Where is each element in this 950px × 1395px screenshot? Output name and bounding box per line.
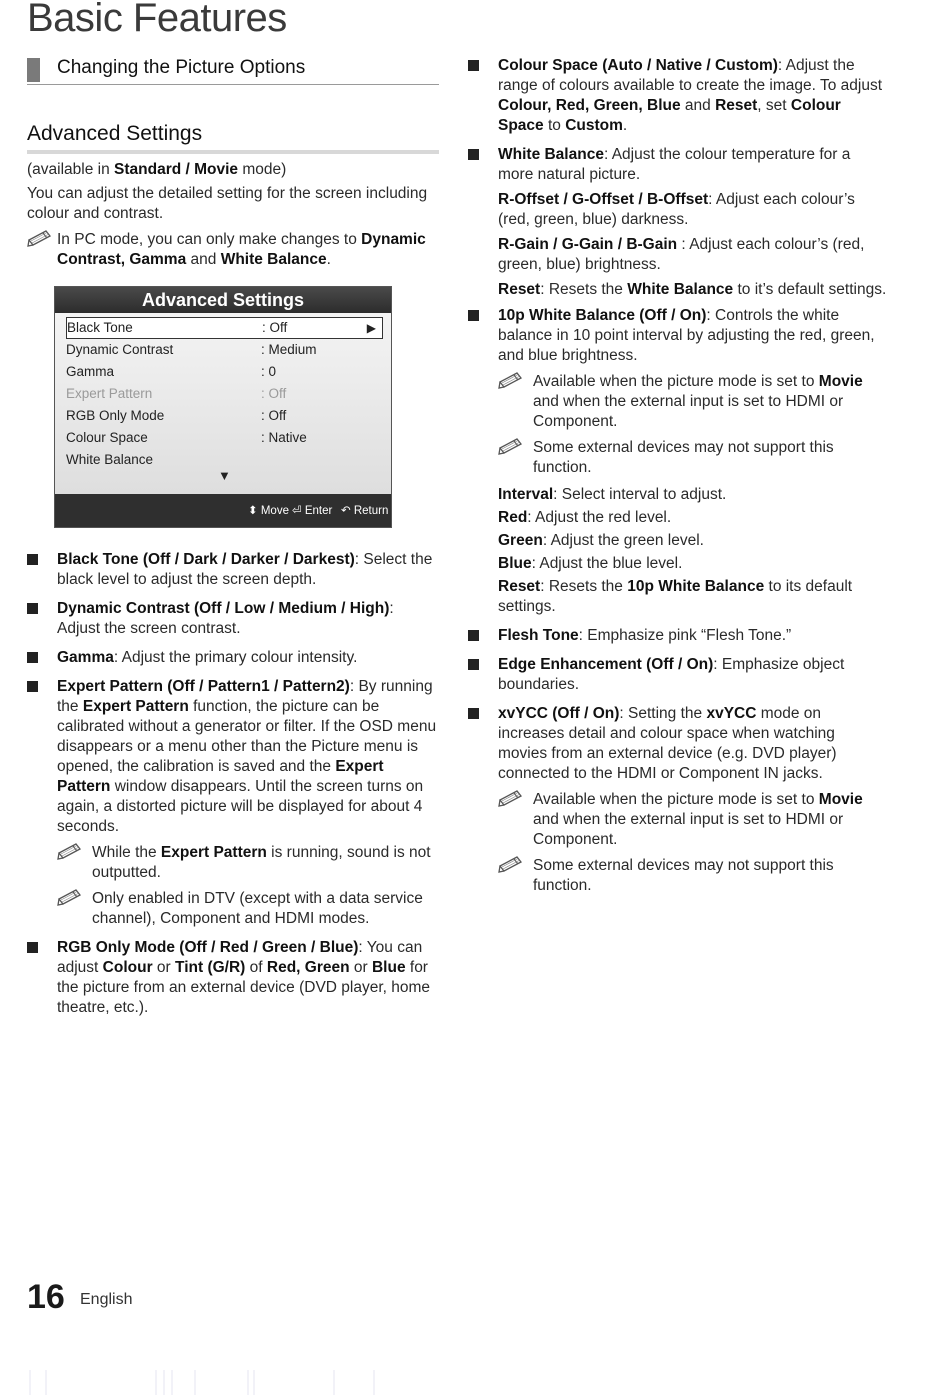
left-column	[27, 56, 439, 1018]
section-bar	[27, 58, 40, 82]
osd-row-label: Colour Space	[66, 430, 148, 445]
bullet-square-icon	[27, 603, 38, 614]
list-item-expert-pattern: Expert Pattern (Off / Pattern1 / Pattern2): By running the Expert Pattern function, the picture can be calibrated without a generator or filter. If the OSD menu disappears or a menu other than the Picture menu is opened, the calibration is saved and the Expert Pattern window disappears. Until the screen turns on again, a distorted picture will be displayed for about 4 seconds. While the Expert Pattern is running, sound is not outputted. Only enabled in DTV (except with a data service channel), Component and HDMI modes.	[27, 677, 439, 929]
osd-row-label: Dynamic Contrast	[66, 342, 174, 357]
osd-row-white-balance[interactable]	[66, 450, 381, 470]
osd-menu	[54, 286, 392, 528]
osd-footer	[55, 494, 391, 527]
osd-row-gamma[interactable]	[66, 362, 381, 382]
note-pencil-icon	[498, 854, 524, 874]
10p-note-devices: Some external devices may not support this function.	[498, 438, 888, 478]
osd-row-label: White Balance	[66, 452, 154, 467]
white-balance-offset: R-Offset / G-Offset / B-Offset: Adjust each colour’s (red, green, blue) darkness.	[498, 191, 855, 228]
bullet-square-icon	[468, 149, 479, 160]
osd-row-expert-pattern	[66, 384, 381, 404]
list-item-black-tone: Black Tone (Off / Dark / Darker / Darkest): Select the black level to adjust the screen depth.	[27, 550, 439, 590]
move-hint: ⬍ Move	[248, 505, 289, 517]
list-item-rgb-only-mode: RGB Only Mode (Off / Red / Green / Blue): You can adjust Colour or Tint (G/R) of Red, Green or Blue for the picture from an external device (DVD player, home theatre, etc.).	[27, 938, 439, 1018]
10p-reset: Reset: Resets the 10p White Balance to its default settings.	[498, 578, 853, 615]
10p-interval: Interval: Select interval to adjust.	[498, 486, 727, 503]
white-balance-gain: R-Gain / G-Gain / B-Gain : Adjust each colour’s (red, green, blue) brightness.	[498, 236, 865, 273]
list-item-dynamic-contrast: Dynamic Contrast (Off / Low / Medium / High): Adjust the screen contrast.	[27, 599, 439, 639]
print-crop-marks	[28, 1370, 378, 1395]
note-pencil-icon	[27, 228, 53, 248]
list-item-white-balance: White Balance: Adjust the colour temperature for a more natural picture.	[468, 145, 888, 185]
osd-title: Advanced Settings	[55, 287, 391, 313]
osd-row-dynamic-contrast[interactable]	[66, 340, 381, 360]
list-item-xvycc: xvYCC (Off / On): Setting the xvYCC mode on increases detail and colour space when watching movies from an external device (e.g. DVD player) connected to the HDMI or Component IN jacks. Available when the picture mode is set to Movie and when the external input is set to HDMI or Component. Some external devices may not support this function.	[468, 704, 888, 896]
page-title: Basic Features	[27, 0, 287, 40]
osd-row-value: : Native	[261, 430, 307, 445]
osd-row-value: : Off	[261, 386, 287, 401]
bullet-square-icon	[27, 554, 38, 565]
expert-note-modes: Only enabled in DTV (except with a data service channel), Component and HDMI modes.	[57, 889, 439, 929]
bullet-square-icon	[27, 652, 38, 663]
osd-row-black-tone[interactable]	[66, 317, 383, 339]
10p-green: Green: Adjust the green level.	[498, 532, 704, 549]
osd-list	[55, 313, 391, 494]
bullet-square-icon	[27, 942, 38, 953]
section-title: Changing the Picture Options	[57, 57, 306, 78]
xvycc-note-devices: Some external devices may not support this function.	[498, 856, 888, 896]
note-pencil-icon	[498, 436, 524, 456]
list-item-10p-white-balance: 10p White Balance (Off / On): Controls the white balance in 10 point interval by adjusting the red, green, and blue brightness. Available when the picture mode is set to Movie and when the external input is set to HDMI or Component. Some external devices may not support this function.	[468, 306, 888, 478]
10p-note-movie: Available when the picture mode is set to Movie and when the external input is set to HDMI or Component.	[498, 372, 888, 432]
note-pencil-icon	[498, 370, 524, 390]
bullet-square-icon	[468, 60, 479, 71]
osd-row-value: : Off	[261, 408, 287, 423]
page-number: 16	[27, 1278, 65, 1316]
return-icon: ↶	[341, 505, 351, 517]
note-pencil-icon	[57, 887, 83, 907]
bullet-square-icon	[468, 310, 479, 321]
updown-arrows-icon: ⬍	[248, 505, 258, 517]
expert-note-sound: While the Expert Pattern is running, sound is not outputted.	[57, 843, 439, 883]
note-pencil-icon	[498, 788, 524, 808]
list-item-colour-space: Colour Space (Auto / Native / Custom): Adjust the range of colours available to create the image. To adjust Colour, Red, Green, Blue and Reset, set Colour Space to Custom.	[468, 56, 888, 136]
list-item-edge-enhancement: Edge Enhancement (Off / On): Emphasize object boundaries.	[468, 655, 888, 695]
10p-blue: Blue: Adjust the blue level.	[498, 555, 683, 572]
pc-mode-note: In PC mode, you can only make changes to Dynamic Contrast, Gamma and White Balance.	[27, 230, 439, 270]
osd-row-value: : 0	[261, 364, 277, 379]
note-pencil-icon	[57, 841, 83, 861]
scroll-down-icon[interactable]: ▼	[218, 468, 231, 483]
osd-row-label: Black Tone	[67, 320, 133, 335]
osd-row-rgb-only-mode[interactable]	[66, 406, 381, 426]
osd-row-label: Gamma	[66, 364, 115, 379]
10p-red: Red: Adjust the red level.	[498, 509, 672, 526]
bullet-square-icon	[468, 630, 479, 641]
osd-row-value: : Medium	[261, 342, 317, 357]
osd-row-value: : Off	[262, 320, 288, 335]
page-language: English	[80, 1291, 133, 1308]
right-column	[468, 56, 888, 896]
list-item-flesh-tone: Flesh Tone: Emphasize pink “Flesh Tone.”	[468, 626, 888, 646]
osd-row-label: Expert Pattern	[66, 386, 153, 401]
osd-row-colour-space[interactable]	[66, 428, 381, 448]
bullet-square-icon	[468, 708, 479, 719]
bullet-square-icon	[27, 681, 38, 692]
list-item-gamma: Gamma: Adjust the primary colour intensity.	[27, 648, 439, 668]
intro-description: You can adjust the detailed setting for the screen including colour and contrast.	[27, 185, 428, 222]
enter-icon: ⏎	[292, 505, 302, 517]
arrow-right-icon: ▶	[366, 321, 376, 335]
enter-hint: ⏎ Enter	[292, 505, 333, 517]
bullet-square-icon	[468, 659, 479, 670]
xvycc-note-movie: Available when the picture mode is set to Movie and when the external input is set to HDMI or Component.	[498, 790, 888, 850]
osd-row-label: RGB Only Mode	[66, 408, 165, 423]
subsection-title: Advanced Settings	[27, 121, 439, 154]
section-header	[27, 56, 439, 85]
white-balance-reset: Reset: Resets the White Balance to it’s default settings.	[498, 281, 887, 298]
return-hint: ↶ Return	[341, 505, 389, 517]
availability-text: (available in Standard / Movie mode)	[27, 161, 287, 178]
